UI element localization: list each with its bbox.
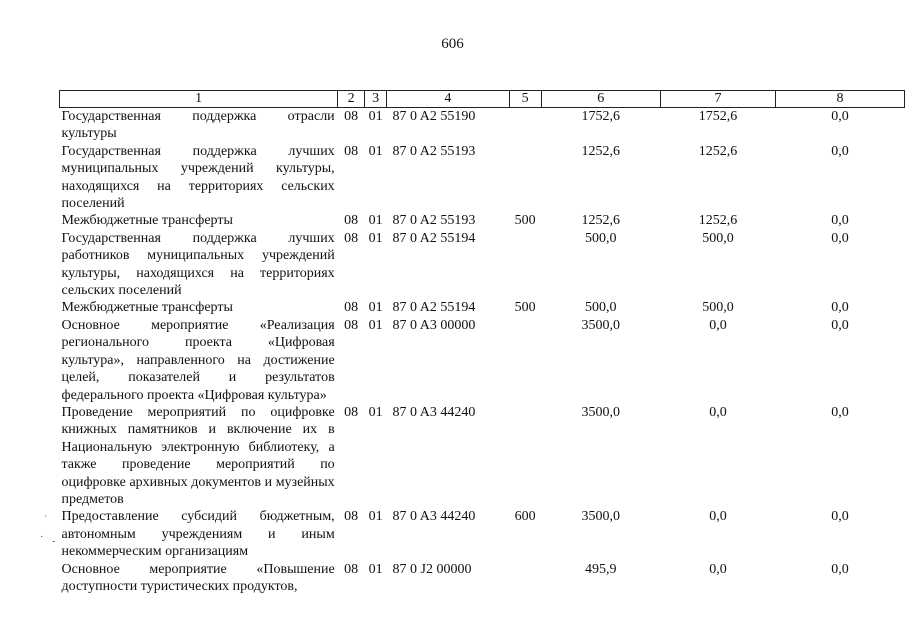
row-name: Государственная поддержка лучших работников муниципальных учреждений культуры, находящихся на территориях сельских поселений	[61, 230, 335, 299]
page-number: 606	[441, 36, 464, 52]
row-section: 08	[344, 561, 359, 577]
row-subsection: 01	[368, 300, 383, 316]
row-value-8: 0,0	[831, 143, 849, 159]
header-cell-4: 4	[387, 91, 510, 108]
row-target-code: 87 0 A2 55193	[392, 143, 476, 159]
table-row	[60, 404, 905, 508]
row-value-8: 0,0	[831, 317, 849, 333]
row-subsection: 01	[368, 509, 383, 525]
row-name: Межбюджетные трансферты	[61, 300, 233, 316]
row-section: 08	[344, 230, 359, 246]
scan-speck: ·	[40, 532, 44, 543]
header-cell-1: 1	[60, 91, 338, 108]
row-target-code: 87 0 A2 55193	[392, 213, 476, 229]
row-subsection: 01	[368, 230, 383, 246]
row-subsection: 01	[368, 213, 383, 229]
row-expense-type: 600	[514, 509, 536, 525]
row-section: 08	[344, 109, 359, 124]
row-name: Основное мероприятие «Повышение доступности туристических продуктов,	[61, 561, 335, 594]
row-section: 08	[344, 404, 359, 420]
row-value-8: 0,0	[831, 404, 849, 420]
table-row	[60, 508, 905, 560]
row-value-8: 0,0	[831, 300, 849, 316]
row-subsection: 01	[368, 404, 383, 420]
row-expense-type: 500	[514, 213, 536, 229]
row-value-8: 0,0	[831, 230, 849, 246]
row-target-code: 87 0 A3 44240	[392, 404, 476, 420]
row-name: Государственная поддержка лучших муниципальных учреждений культуры, находящихся на территориях сельских поселений	[61, 143, 335, 212]
row-target-code: 87 0 A3 44240	[392, 509, 476, 525]
budget-table	[59, 90, 905, 595]
row-section: 08	[344, 213, 359, 229]
row-section: 08	[344, 300, 359, 316]
row-target-code: 87 0 A2 55194	[392, 300, 476, 316]
row-name: Государственная поддержка отрасли культуры	[61, 109, 335, 142]
row-section: 08	[344, 509, 359, 525]
scan-speck: -	[52, 536, 56, 547]
row-value-8: 0,0	[831, 509, 849, 525]
row-subsection: 01	[368, 109, 383, 124]
row-value-8: 0,0	[831, 561, 849, 577]
row-name: Предоставление субсидий бюджетным, автономным учреждениям и иным некоммерческим организациям	[61, 509, 335, 560]
row-name: Основное мероприятие «Реализация регионального проекта «Цифровая культура», направленного на достижение целей, показателей и результатов федерального проекта «Цифровая культура»	[61, 317, 335, 403]
row-value-7: 1752,6	[698, 109, 738, 124]
row-target-code: 87 0 J2 00000	[392, 561, 472, 577]
row-target-code: 87 0 A3 00000	[392, 317, 476, 333]
row-value-7: 500,0	[702, 230, 734, 246]
row-value-6: 3500,0	[581, 404, 620, 420]
row-value-6: 1752,6	[581, 109, 620, 124]
header-cell-3: 3	[365, 91, 387, 108]
row-value-7: 1252,6	[698, 213, 738, 229]
row-subsection: 01	[368, 561, 383, 577]
header-cell-5: 5	[509, 91, 541, 108]
header-cell-8: 8	[776, 91, 905, 108]
row-expense-type	[509, 404, 541, 508]
header-cell-6: 6	[541, 91, 660, 108]
row-expense-type	[509, 561, 541, 596]
row-subsection: 01	[368, 143, 383, 159]
row-name: Межбюджетные трансферты	[61, 213, 233, 229]
row-expense-type	[509, 230, 541, 300]
header-cell-2: 2	[338, 91, 365, 108]
table-row	[60, 143, 905, 213]
row-value-7: 1252,6	[698, 143, 738, 159]
table-row	[60, 230, 905, 300]
row-target-code: 87 0 A2 55190	[392, 109, 476, 124]
row-value-7: 500,0	[702, 300, 734, 316]
row-value-8: 0,0	[831, 213, 849, 229]
row-value-6: 3500,0	[581, 317, 620, 333]
row-value-7: 0,0	[709, 509, 727, 525]
row-value-6: 1252,6	[581, 213, 620, 229]
scan-speck: ´	[44, 515, 48, 526]
row-subsection: 01	[368, 317, 383, 333]
table-row	[60, 212, 905, 229]
table-row	[60, 299, 905, 316]
row-value-7: 0,0	[709, 317, 727, 333]
row-value-6: 3500,0	[581, 509, 620, 525]
table-row	[60, 561, 905, 596]
row-value-7: 0,0	[709, 404, 727, 420]
header-row	[60, 91, 905, 108]
table-row	[60, 317, 905, 404]
row-expense-type	[509, 108, 541, 143]
row-name: Проведение мероприятий по оцифровке книжных памятников и включение их в Национальную электронную библиотеку, а также проведение мероприятий по оцифровке архивных документов и музейных предметов	[61, 404, 335, 507]
row-expense-type	[509, 143, 541, 213]
row-target-code: 87 0 A2 55194	[392, 230, 476, 246]
row-value-6: 500,0	[584, 300, 617, 316]
row-expense-type: 500	[514, 300, 536, 316]
row-value-6: 1252,6	[581, 143, 620, 159]
header-cell-7: 7	[660, 91, 775, 108]
row-value-6: 495,9	[584, 561, 617, 577]
row-value-8: 0,0	[831, 109, 849, 124]
table-row	[60, 108, 905, 143]
row-section: 08	[344, 317, 359, 333]
row-value-7: 0,0	[709, 561, 727, 577]
row-value-6: 500,0	[584, 230, 617, 246]
row-section: 08	[344, 143, 359, 159]
row-expense-type	[509, 317, 541, 404]
